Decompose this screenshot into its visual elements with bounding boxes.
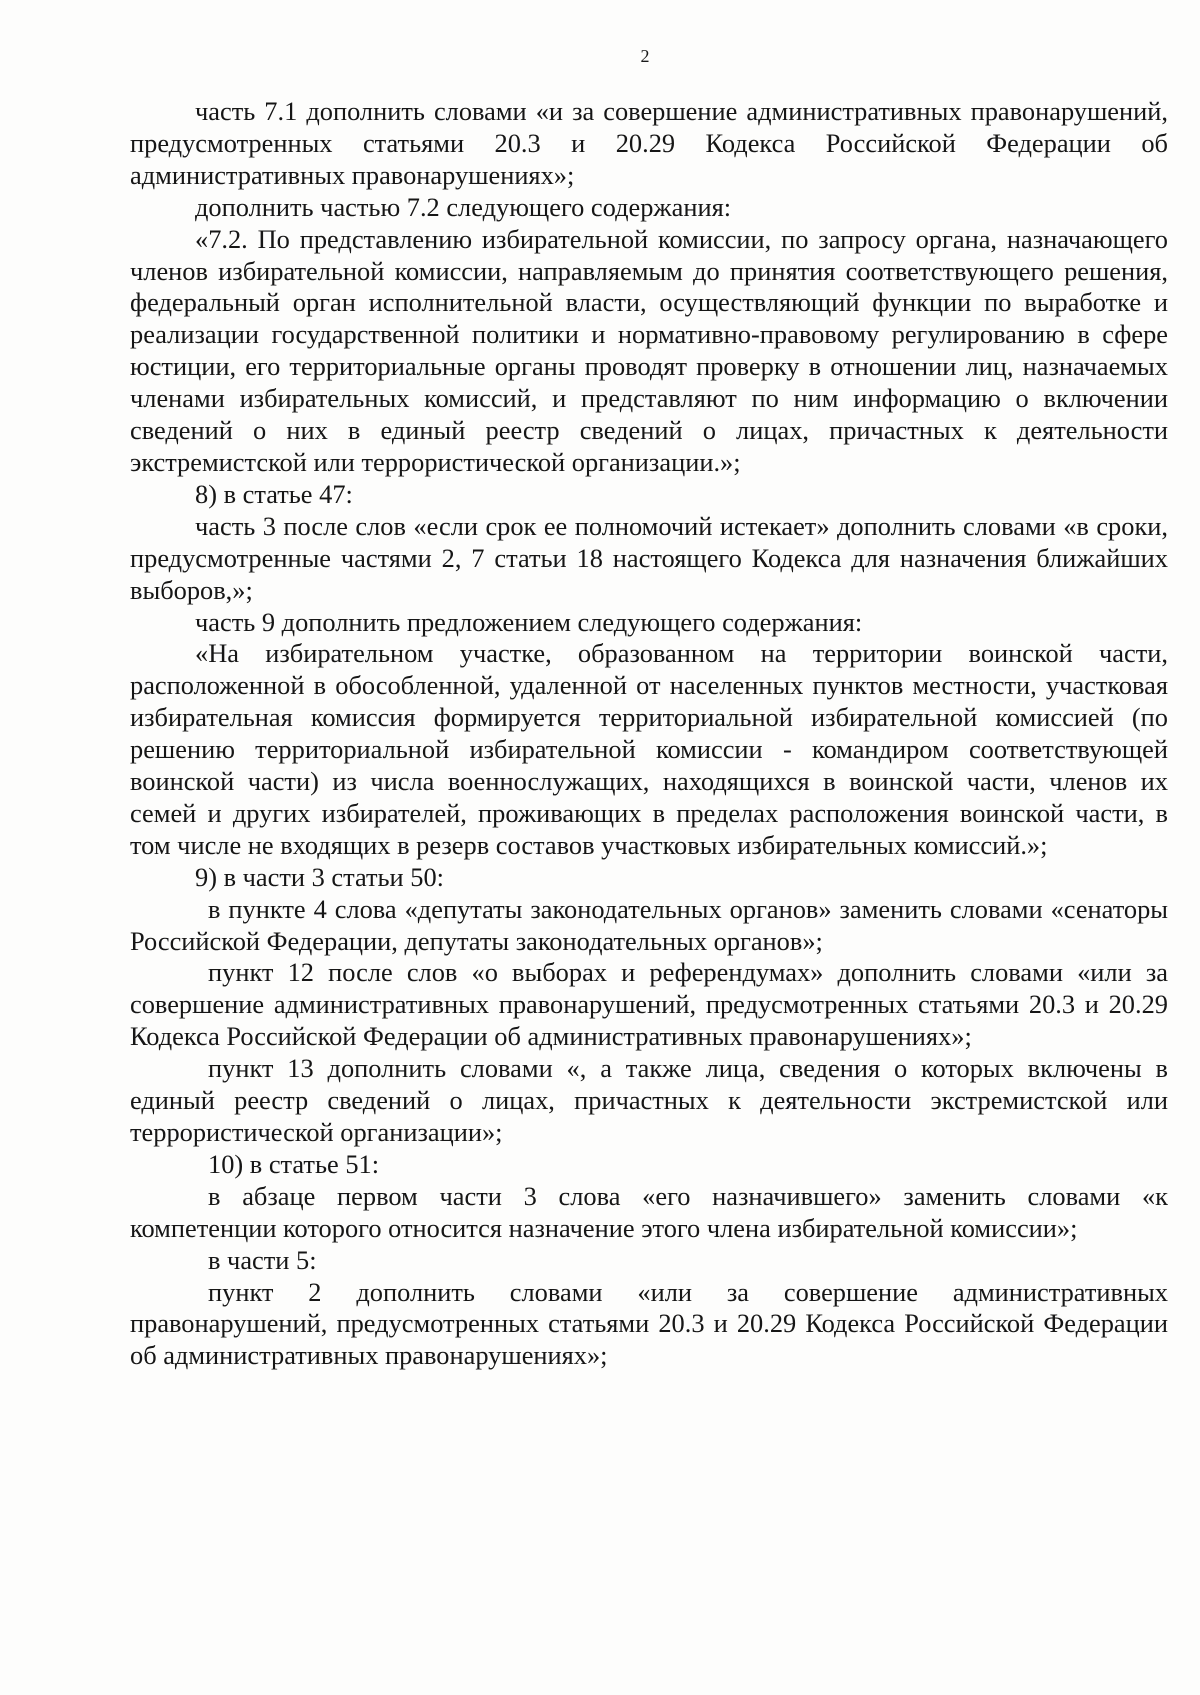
paragraph-item-8: 8) в статье 47: <box>195 478 353 509</box>
paragraph-add-part-7-2: дополнить частью 7.2 следующего содержания: <box>195 191 732 222</box>
paragraph-military-unit-text: «На избирательном участке, образованном на территории воинской части, расположенной в обособленной, удаленной от населенных пунктов местности, участковая избирательная комиссия формируется территориальной избирательной комиссией (по решению территориальной избирательной комиссии - командиром соответствующей воинской части) из числа военнослужащих, находящихся в воинской части, членов их семей и других избирателей, проживающих в пределах расположения воинской части, в том числе не входящих в резерв составов участковых избирательных комиссий.»; <box>130 638 1168 860</box>
paragraph-article-47-part-9: часть 9 дополнить предложением следующего содержания: <box>195 606 863 637</box>
page-number: 2 <box>640 46 650 66</box>
paragraph-part-5: в части 5: <box>208 1244 317 1275</box>
paragraph-item-10: 10) в статье 51: <box>208 1148 380 1179</box>
paragraph-part-7-2-text: «7.2. По представлению избирательной комиссии, по запросу органа, назначающего членов избирательной комиссии, направляемым до принятия соответствующего решения, федеральный орган исполнительной власти, осуществляющий функции по выработке и реализации государственной политики и нормативно-правовому регулированию в сфере юстиции, его территориальные органы проводят проверку в отношении лиц, назначаемых членами избирательных комиссий, и представляют по ним информацию о включении сведений о них в единый реестр сведений о лицах, причастных к деятельности экстремистской или террористической организации.»; <box>130 223 1168 477</box>
document-body <box>130 96 1168 1372</box>
paragraph-point-2: пункт 2 дополнить словами «или за совершение административных правонарушений, предусмотренных статьями 20.3 и 20.29 Кодекса Российской Федерации об административных правонарушениях»; <box>130 1276 1168 1371</box>
paragraph-item-9: 9) в части 3 статьи 50: <box>195 861 444 892</box>
paragraph-article-51-part-3: в абзаце первом части 3 слова «его назначившего» заменить словами «к компетенции которого относится назначение этого члена избирательной комиссии»; <box>130 1180 1168 1243</box>
paragraph-part-7-1: часть 7.1 дополнить словами «и за совершение административных правонарушений, предусмотренных статьями 20.3 и 20.29 Кодекса Российской Федерации об административных правонарушениях»; <box>130 96 1168 190</box>
paragraph-point-4: в пункте 4 слова «депутаты законодательных органов» заменить словами «сенаторы Российской Федерации, депутаты законодательных органов»; <box>130 893 1168 956</box>
paragraph-point-12: пункт 12 после слов «о выборах и референдумах» дополнить словами «или за совершение административных правонарушений, предусмотренных статьями 20.3 и 20.29 Кодекса Российской Федерации об административных правонарушениях»; <box>130 957 1168 1052</box>
paragraph-point-13: пункт 13 дополнить словами «, а также лица, сведения о которых включены в единый реестр сведений о лицах, причастных к деятельности экстремистской или террористической организации»; <box>130 1053 1168 1147</box>
paragraph-article-47-part-3: часть 3 после слов «если срок ее полномочий истекает» дополнить словами «в сроки, предусмотренные частями 2, 7 статьи 18 настоящего Кодекса для назначения ближайших выборов,»; <box>130 510 1168 605</box>
